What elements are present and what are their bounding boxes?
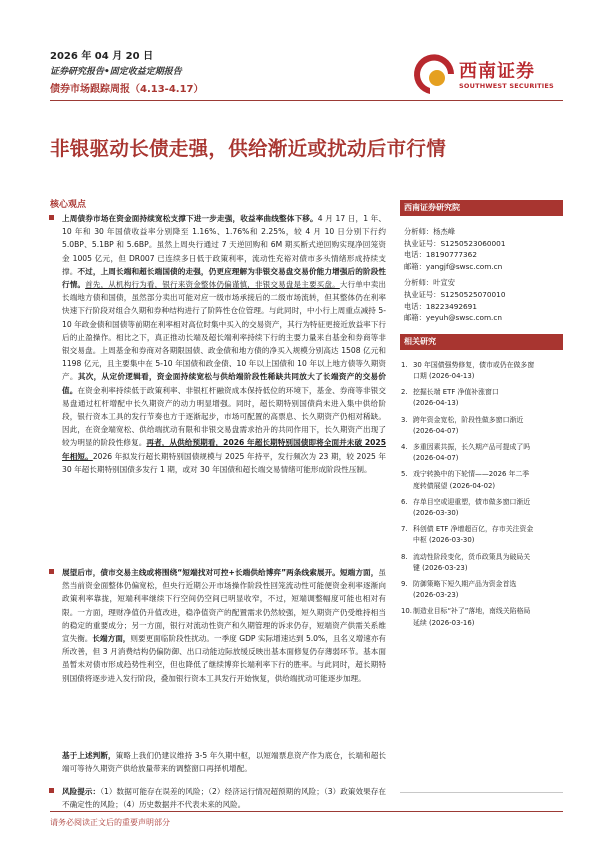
related-research-header: 相关研究 — [400, 334, 563, 350]
sidebar-bottom-divider — [400, 792, 563, 793]
related-item[interactable]: 4. 多重因素共振，长久期产品可提成了吗 (2026-04-07) — [401, 442, 531, 463]
related-item[interactable]: 3. 跨年资金宽松，阶段性做多窗口渐近 (2026-04-07) — [401, 415, 524, 435]
related-item[interactable]: 1. 30 年国债强势修复，债市或仍在做多窗 口期 (2026-04-13) — [401, 360, 535, 380]
logo-name-en: SOUTHWEST SECURITIES — [459, 82, 554, 90]
sidebar — [400, 200, 563, 629]
paragraph-strategy: 基于上述判断，策略上我们仍建议维持 3-5 年久期中枢，以短端票息资产作为底仓，长端和超长端可等待久期资产供给放量带来的调整窗口再择机增配。 — [62, 751, 386, 774]
analyst-license: 执业证号：S1250525070010 — [404, 289, 506, 299]
analyst-phone: 电话：18190777362 — [404, 250, 477, 260]
analyst-name: 分析师：杨杰峰 — [404, 227, 456, 236]
related-item[interactable]: 7. 科创债 ETF 净增超百亿，存市关注资金 中枢 (2026-03-30) — [401, 525, 534, 545]
analyst-name: 分析师：叶宣安 — [404, 278, 456, 288]
analyst-block — [400, 226, 563, 272]
bullet-icon — [49, 788, 54, 793]
sun-emblem-icon — [414, 54, 454, 94]
related-item[interactable]: 9. 防御策略下短久期产品为资金首选 (2026-03-23) — [401, 580, 517, 600]
header-divider — [50, 100, 563, 101]
related-item[interactable]: 6. 存单目空或迎重塑，债市做多窗口渐近 (2026-03-30) — [401, 497, 531, 517]
analyst-phone: 电话：18223492691 — [404, 301, 477, 311]
bullet-icon — [49, 215, 54, 220]
report-date: 2026 年 04 月 20 日 — [50, 51, 154, 62]
related-item[interactable]: 10. 制造业目标“补了”落地，南线关陷格局 延续 (2026-03-16) — [401, 607, 531, 627]
report-title: 非银驱动长债走强，供给渐近或扰动后市行情 — [50, 137, 447, 160]
institute-header: 西南证券研究院 — [400, 200, 563, 216]
paragraph-outlook: 展望后市，债市交易主线或将围绕“短端找对可控+长端供给博弈”两条线索展开。短端方面，虽然当前资金面整体仍偏宽松，但央行近期公开市场操作阶段性回笼流动性可能便资金利率逐渐向政策利率靠拢，短端利率继续下行空间仍空间已明显收窄，不过，短端调整幅度可能也相对有限。一方面，理财净值仍升值改进，稳净值资产的配置需求仍然较强，短久期资产仍受维持相当的稳定的重要成分；另一方面，银行对流动性资产和久期管理的诉求仍存，短端资产供需关系维宣失衡。长端方面，则要更面临阶段性扰动。一季度 GDP 实际增速达到 5.0%，且名义增速亦有所改善，但 3 月消费结构仍偏防御、出口动能边际放缓反映出基本面修复仍存薄弱环节。基本面虽暂未对债市形成趋势性利空，但也降低了继续博弈长端利率下行的胜率。与此同时，超长期特别国债将逐步进入发行阶段，叠加银行资本工具发行开始恢复，供给端扰动可能逐步加理。 — [50, 566, 386, 685]
related-item[interactable]: 5. 戏宁转换中的下轮情——2026 年二季 度转债展望 (2026-04-02) — [401, 470, 530, 490]
report-type: 证券研究报告•固定收益定期报告 — [50, 67, 182, 77]
footer-divider — [50, 811, 563, 812]
core-views-label: 核心观点 — [50, 200, 87, 210]
paragraph-market-review: 上周债券市场在资金面持续宽松支撑下进一步走强，收益率曲线整体下移。4 月 17 日，1 年、10 年和 30 年国债收益率分别降至 1.16%、1.76%和 2.25%，较 4 月 10 日分别下行约 5.0BP、5.1BP 和 5.6BP。虽然上周央行通过 7 天逆回购和 6M 期买断式逆回购实现净回笼资金 1005 亿元，但 DR007 已连续多日低于政策利率，流动性充裕对债市多头情绪形成持续支撑。不过，上周长端和超长端国债的走强，仍更应理解为非银交易盘交易价能力增强后的阶段性行情。首先，从机构行为看，银行来资金整体仍偏谨慎，非银交易盘是主要买盘。大行单中卖出长端地方债和国债，虽然部分卖出可能对应一级市场承接后的二级市场流转，但其整体仍在利率快速下行阶段对组合久期和券种结构进行了阶阵性仓位管理。与此同时，中小行上周重点减持 5-10 年政金债和国债等前期在利率相对高位时集中买入的交易资产，其行为特征更接近放益率下行后的止盈操作。相比之下，真正推动长端及超长端利率持续下行的主要力量来自基金和券商等非银交易盘。上周基金和券商对各期限国债、政金债和地方债的净买入规模分别高达 1508 亿元和 1198 亿元，且主要集中在 5-10 年国债和政金债、10 年以上国债和 10 年以上地方债等久期资产。其次，从定价逻辑看，资金面持续宽松与供给端阶段性稀缺共同放大了长端资产的交易价值。在资金利率持续低于政策利率、非银杠杆融资成本保持低位的环境下，基金、券商等非银交易盘通过杠杆增配中长久期资产的动力明显增强。同时，超长期特别国债尚未进入集中供给阶段，银行资本工具的发行节奏也方于逐渐起步，市场可配置的高票息、长久期资产仍相对稀缺。因此，在资金端宽松、供给端扰动有限和非银交易盘需求抬升的共同作用下，长久期资产出现了较为明显的阶段性修复。再者，从供给预期看，2026 年超长期特别国债即将全面并未破 2025 年相短。2026 年拟发行超长期特别国债规模与 2025 年持平，发行频次为 23 期，较 2025 年 30 年超长期特别国债多发行 1 期，或对 30 年国债和超长端交易情绪可能形成阶段性压制。 — [50, 212, 386, 476]
analyst-block — [400, 277, 563, 323]
related-item[interactable]: 8. 流动性阶段变化，货币政策具为破局关 键 (2026-03-23) — [401, 552, 531, 572]
paragraph-risk: 风险提示：（1）数据可能存在误差的风险；（2）经济运行情况超预期的风险；（3）政策效果存在不确定性的风险；（4）历史数据并不代表未来的风险。 — [50, 785, 386, 811]
bullet-icon — [49, 569, 54, 574]
analyst-email[interactable]: 邮箱：yangjf@swsc.com.cn — [404, 261, 503, 271]
analyst-license: 执业证号：S1250523060001 — [404, 238, 506, 248]
logo-name-cn: 西南证券 — [459, 61, 535, 82]
footer-disclaimer: 请务必阅读正文后的重要声明部分 — [50, 818, 170, 827]
analyst-email[interactable]: 邮箱：yeyuh@swsc.com.cn — [404, 313, 503, 323]
related-research-list — [400, 360, 563, 629]
report-series: 债券市场跟踪周报（4.13-4.17） — [50, 84, 204, 95]
related-item[interactable]: 2. 挖掘长端 ETF 净值补涨窗口 (2026-04-13) — [401, 388, 499, 408]
